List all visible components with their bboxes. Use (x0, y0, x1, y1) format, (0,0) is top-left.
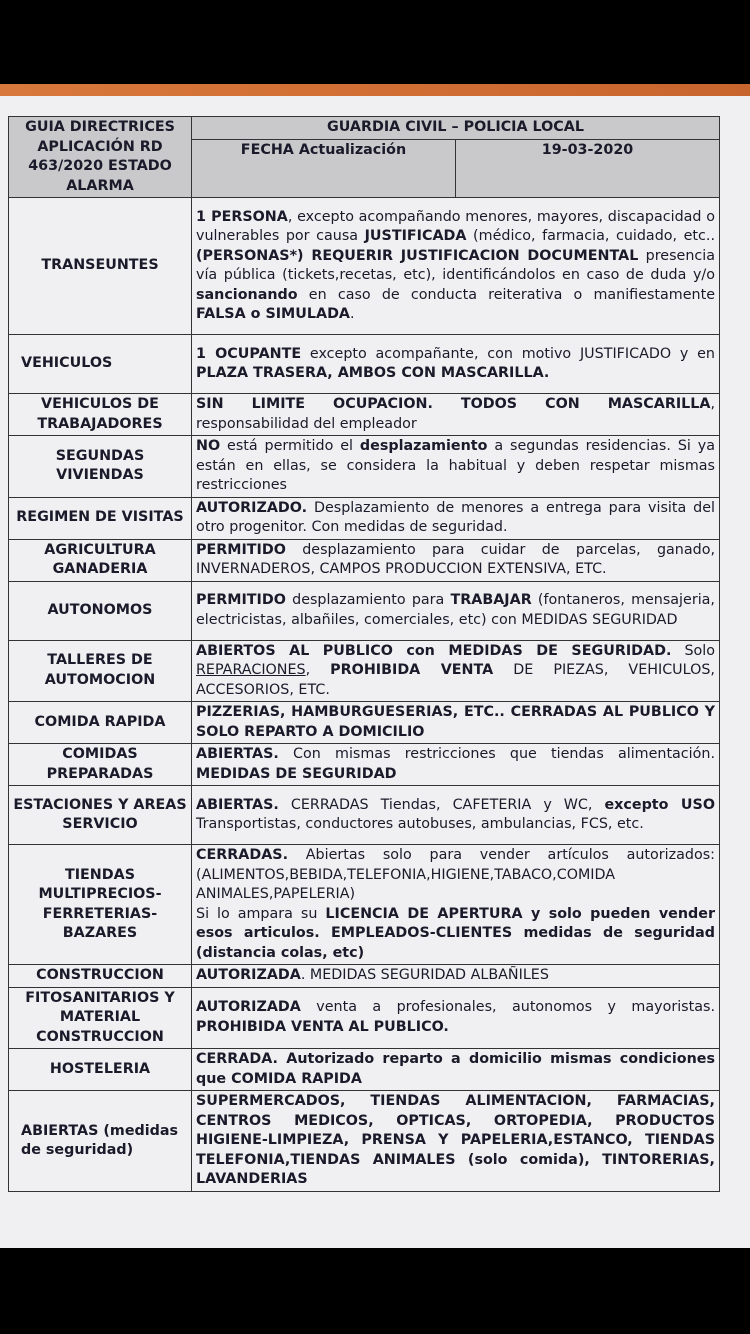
row-label: AGRICULTURA GANADERIA (9, 539, 192, 581)
table-row-comida-rapida (9, 702, 720, 744)
row-description: NO está permitido el desplazamiento a segundas residencias. Si ya están en ellas, se considera la habitual y deben respetar mismas restricciones (192, 436, 720, 498)
row-description: AUTORIZADA. MEDIDAS SEGURIDAD ALBAÑILES (192, 965, 720, 988)
row-description: PIZZERIAS, HAMBURGUESERIAS, ETC.. CERRADAS AL PUBLICO Y SOLO REPARTO A DOMICILIO (192, 702, 720, 744)
guide-title: GUIA DIRECTRICES APLICACIÓN RD 463/2020 ESTADO ALARMA (9, 117, 192, 198)
table-row-talleres (9, 640, 720, 702)
table-row-agricultura (9, 539, 720, 581)
guidelines-table (8, 116, 720, 1192)
table-row-tiendas (9, 845, 720, 965)
date-label: FECHA Actualización (192, 139, 456, 197)
row-label: ABIERTAS (medidas de seguridad) (9, 1091, 192, 1192)
table-row-hosteleria (9, 1049, 720, 1091)
table-row-comidas-preparadas (9, 744, 720, 786)
row-description: CERRADAS. Abiertas solo para vender artículos autorizados: (ALIMENTOS,BEBIDA,TELEFONIA,HIGIENE,TABACO,COMIDA ANIMALES,PAPELERIA) Si lo ampara su LICENCIA DE APERTURA y solo pueden vender esos articulos. EMPLEADOS-CLIENTES medidas de seguridad (distancia colas, etc) (192, 845, 720, 965)
row-label: VEHICULOS DE TRABAJADORES (9, 394, 192, 436)
row-label: SEGUNDAS VIVIENDAS (9, 436, 192, 498)
row-label: TRANSEUNTES (9, 198, 192, 335)
row-description: ABIERTAS. CERRADAS Tiendas, CAFETERIA y WC, excepto USO Transportistas, conductores autobuses, ambulancias, FCS, etc. (192, 786, 720, 845)
table-row-segundas-viviendas (9, 436, 720, 498)
row-label: HOSTELERIA (9, 1049, 192, 1091)
row-label: COMIDAS PREPARADAS (9, 744, 192, 786)
row-label: AUTONOMOS (9, 581, 192, 640)
row-description: AUTORIZADO. Desplazamiento de menores a entrega para visita del otro progenitor. Con medidas de seguridad. (192, 497, 720, 539)
table-row-autonomos (9, 581, 720, 640)
row-label: COMIDA RAPIDA (9, 702, 192, 744)
row-description: SUPERMERCADOS, TIENDAS ALIMENTACION, FARMACIAS, CENTROS MEDICOS, OPTICAS, ORTOPEDIA, PRODUCTOS HIGIENE-LIMPIEZA, PRENSA Y PAPELERIA,ESTANCO, TIENDAS TELEFONIA,TIENDAS ANIMALES (solo comida), TINTORERIAS, LAVANDERIAS (192, 1091, 720, 1192)
row-description: 1 OCUPANTE excepto acompañante, con motivo JUSTIFICADO y en PLAZA TRASERA, AMBOS CON MASCARILLA. (192, 335, 720, 394)
table-row-regimen-visitas (9, 497, 720, 539)
table-row-abiertas (9, 1091, 720, 1192)
row-label: REGIMEN DE VISITAS (9, 497, 192, 539)
row-description: SIN LIMITE OCUPACION. TODOS CON MASCARILLA, responsabilidad del empleador (192, 394, 720, 436)
row-label: TIENDAS MULTIPRECIOS-FERRETERIAS-BAZARES (9, 845, 192, 965)
table-row-estaciones (9, 786, 720, 845)
row-description: PERMITIDO desplazamiento para cuidar de parcelas, ganado, INVERNADEROS, CAMPOS PRODUCCION EXTENSIVA, ETC. (192, 539, 720, 581)
header-row (9, 117, 720, 140)
row-label: CONSTRUCCION (9, 965, 192, 988)
row-description: ABIERTAS. Con mismas restricciones que tiendas alimentación. MEDIDAS DE SEGURIDAD (192, 744, 720, 786)
row-description: AUTORIZADA venta a profesionales, autonomos y mayoristas. PROHIBIDA VENTA AL PUBLICO. (192, 987, 720, 1049)
date-value: 19-03-2020 (456, 139, 720, 197)
authority-title: GUARDIA CIVIL – POLICIA LOCAL (192, 117, 720, 140)
row-label: ESTACIONES Y AREAS SERVICIO (9, 786, 192, 845)
row-description: 1 PERSONA, excepto acompañando menores, mayores, discapacidad o vulnerables por causa JUSTIFICADA (médico, farmacia, cuidado, etc..(PERSONAS*) REQUERIR JUSTIFICACION DOCUMENTAL presencia vía pública (tickets,recetas, etc), identificándolos en caso de duda y/o sancionando en caso de conducta reiterativa o manifiestamente FALSA o SIMULADA. (192, 198, 720, 335)
row-label: TALLERES DE AUTOMOCION (9, 640, 192, 702)
row-label: VEHICULOS (9, 335, 192, 394)
table-row-vehiculos-trabajadores (9, 394, 720, 436)
table-row-fitosanitarios (9, 987, 720, 1049)
row-description: ABIERTOS AL PUBLICO con MEDIDAS DE SEGURIDAD. Solo REPARACIONES, PROHIBIDA VENTA DE PIEZAS, VEHICULOS, ACCESORIOS, ETC. (192, 640, 720, 702)
table-row-vehiculos (9, 335, 720, 394)
table-row-transeuntes (9, 198, 720, 335)
table-row-construccion (9, 965, 720, 988)
row-description: CERRADA. Autorizado reparto a domicilio mismas condiciones que COMIDA RAPIDA (192, 1049, 720, 1091)
row-label: FITOSANITARIOS Y MATERIAL CONSTRUCCION (9, 987, 192, 1049)
row-description: PERMITIDO desplazamiento para TRABAJAR (fontaneros, mensajeria, electricistas, albañiles, comerciales, etc) con MEDIDAS SEGURIDAD (192, 581, 720, 640)
